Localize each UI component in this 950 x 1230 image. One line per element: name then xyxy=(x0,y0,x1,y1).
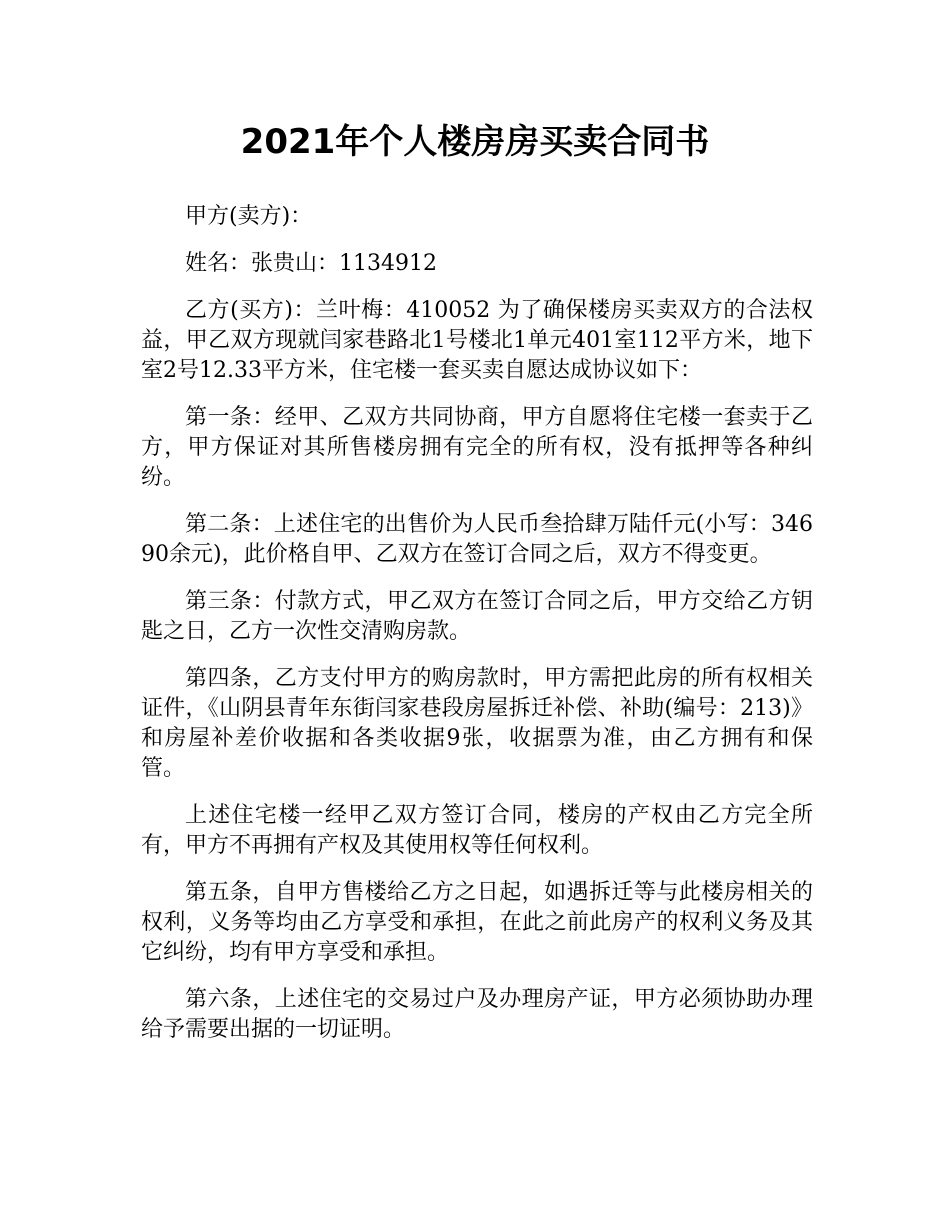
paragraph-seller-name: 姓名：张贵山：1134912 xyxy=(185,251,437,276)
paragraph-buyer-intro: 乙方(买方)：兰叶梅：410052 为了确保楼房买卖双方的合法权益，甲乙双方现就闫家巷路北1号楼北1单元401室112平方米，地下室2号12.33平方米，住宅楼一套买卖自愿达成协议如下： xyxy=(141,298,813,383)
paragraph-article-5: 第五条，自甲方售楼给乙方之日起，如遇拆迁等与此楼房相关的权利，义务等均由乙方享受和承担，在此之前此房产的权利义务及其它纠纷，均有甲方享受和承担。 xyxy=(141,880,813,965)
document-body xyxy=(141,202,813,1062)
paragraph-article-2: 第二条：上述住宅的出售价为人民币叁拾肆万陆仟元(小写：34690余元)，此价格自甲、乙双方在签订合同之后，双方不得变更。 xyxy=(141,512,813,567)
paragraph-seller-heading: 甲方(卖方)： xyxy=(185,204,313,229)
paragraph-article-3: 第三条：付款方式，甲乙双方在签订合同之后，甲方交给乙方钥匙之日，乙方一次性交清购房款。 xyxy=(141,589,813,644)
paragraph-ownership: 上述住宅楼一经甲乙双方签订合同，楼房的产权由乙方完全所有，甲方不再拥有产权及其使用权等任何权利。 xyxy=(141,803,813,858)
paragraph-article-6: 第六条，上述住宅的交易过户及办理房产证，甲方必须协助办理给予需要出据的一切证明。 xyxy=(141,987,813,1042)
document-title: 2021年个人楼房房买卖合同书 xyxy=(240,122,710,162)
paragraph-article-1: 第一条：经甲、乙双方共同协商，甲方自愿将住宅楼一套卖于乙方，甲方保证对其所售楼房拥有完全的所有权，没有抵押等各种纠纷。 xyxy=(141,405,813,490)
paragraph-article-4: 第四条，乙方支付甲方的购房款时，甲方需把此房的所有权相关证件，《山阴县青年东街闫家巷段房屋拆迁补偿、补助(编号：213)》和房屋补差价收据和各类收据9张，收据票为准，由乙方拥有和保管。 xyxy=(141,666,813,781)
